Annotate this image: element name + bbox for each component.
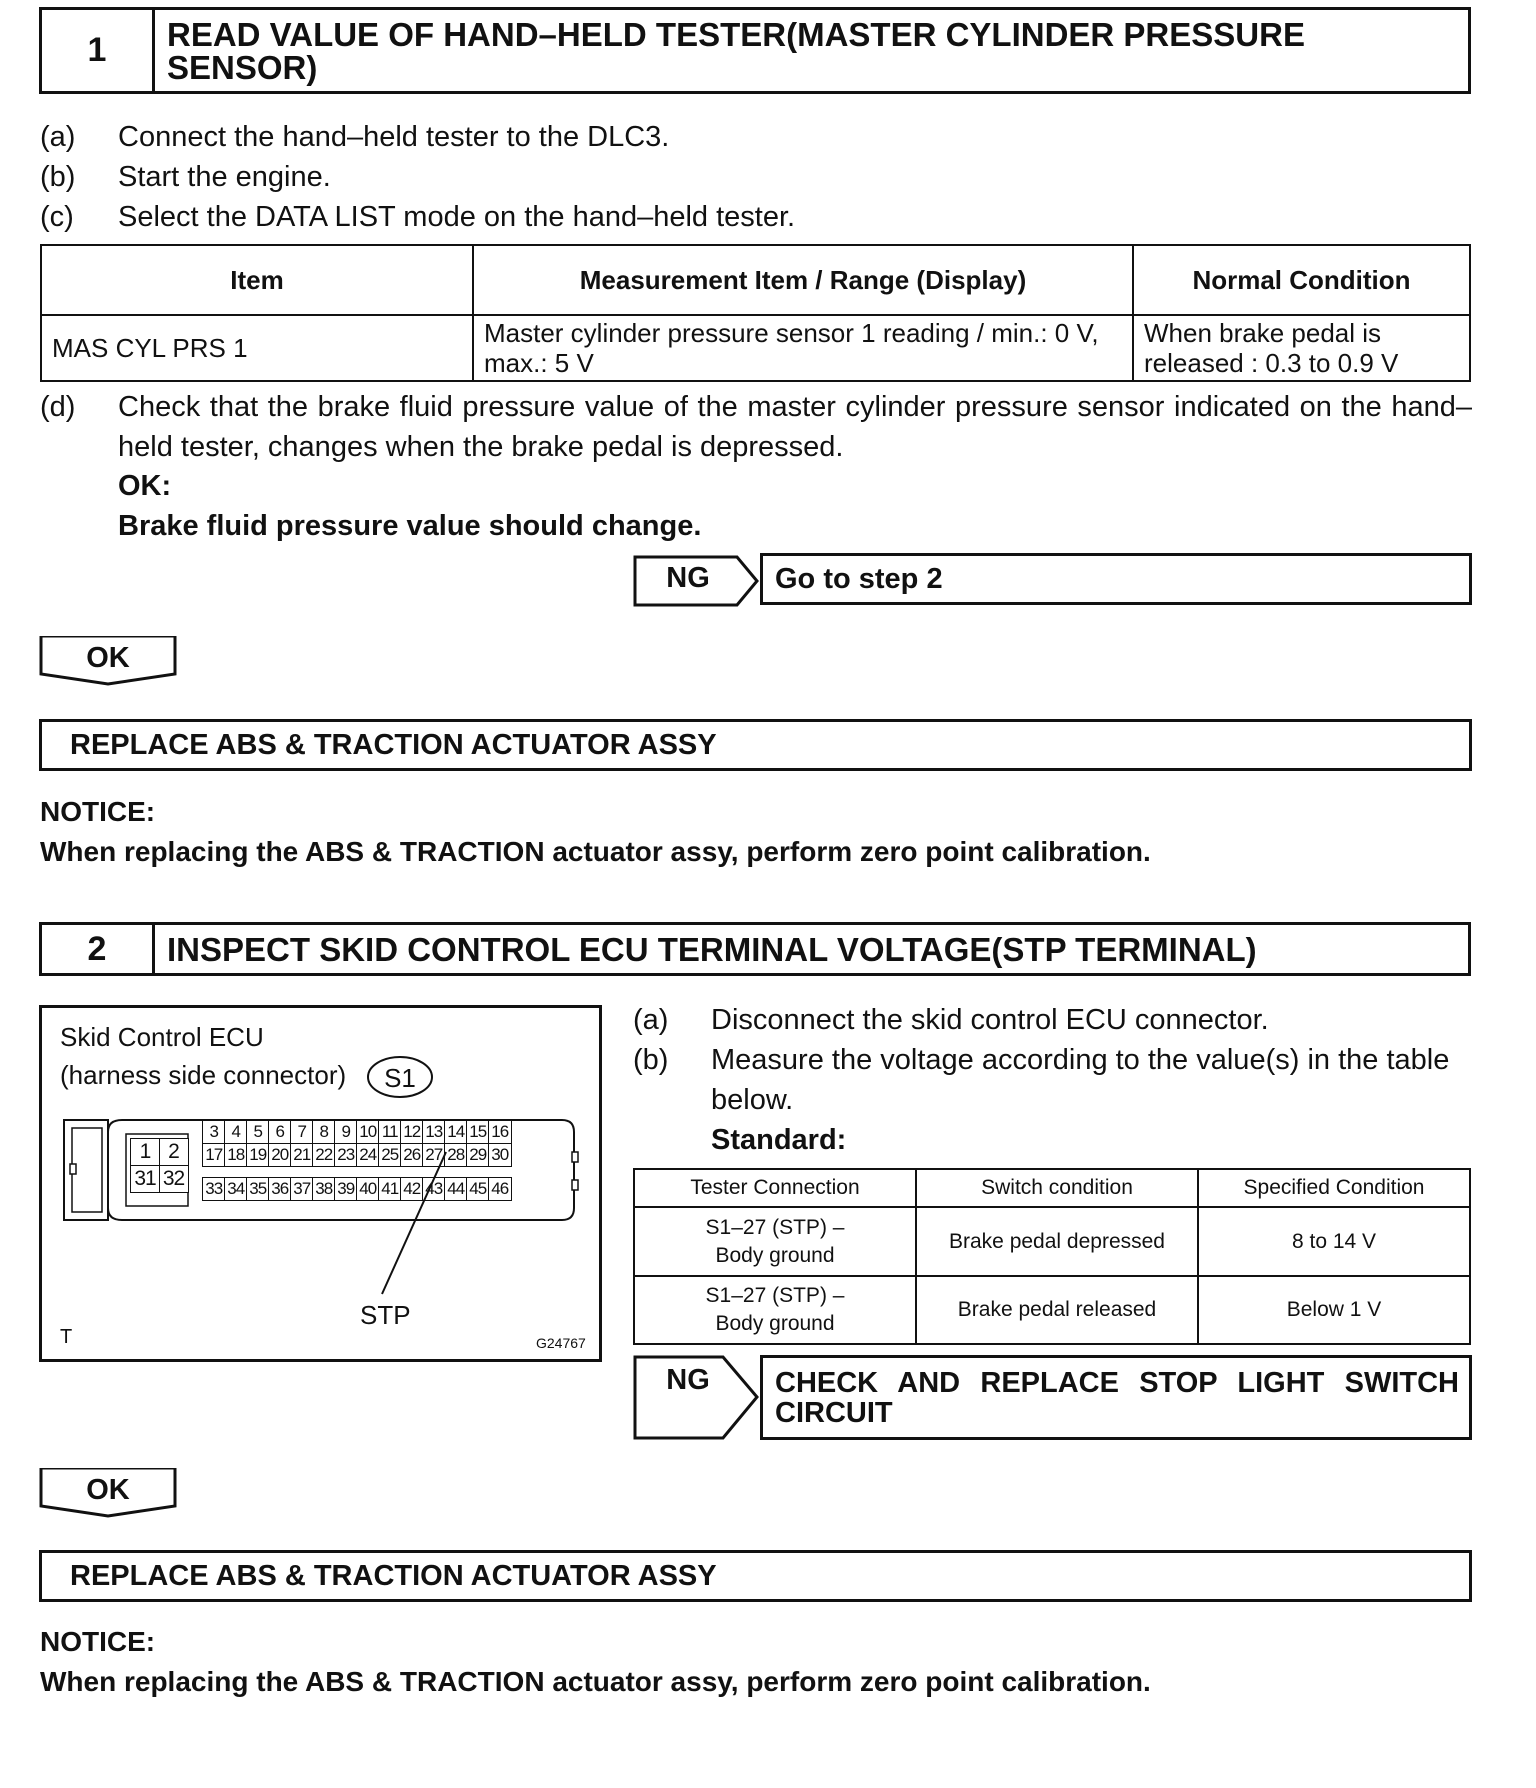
pin-cell: 12 [400, 1120, 424, 1144]
pin-cell: 22 [312, 1143, 336, 1167]
pin-cell: 21 [290, 1143, 314, 1167]
ng-label: NG [666, 562, 710, 594]
pin-cell: 33 [202, 1177, 226, 1201]
pin-row [130, 1165, 187, 1192]
step-2-instruction-b [633, 1040, 1473, 1120]
pin-cell: 14 [444, 1120, 468, 1144]
pin-cell: 42 [400, 1177, 424, 1201]
instruction-label: (b) [633, 1044, 669, 1076]
instruction-text: Start the engine. [118, 161, 331, 193]
pin-cell: 3 [202, 1120, 226, 1144]
instruction-label: (b) [40, 161, 76, 193]
pin-cell: 9 [334, 1120, 358, 1144]
connector-diagram [39, 1005, 602, 1362]
pin-cell: 32 [159, 1165, 189, 1193]
pin-cell: 13 [422, 1120, 446, 1144]
pin-cell: 20 [268, 1143, 292, 1167]
step-1-instruction-a [40, 117, 1472, 157]
notice-text: When replacing the ABS & TRACTION actuator assy, perform zero point calibration. [40, 1666, 1151, 1697]
ok-tab [39, 636, 177, 686]
instruction-label: (d) [40, 391, 76, 423]
step-1-instruction-d [40, 387, 1472, 467]
standard-label: Standard: [711, 1124, 847, 1156]
table-cell: S1–27 (STP) – Body ground [634, 1276, 916, 1344]
step-1-header [39, 7, 1471, 94]
action-replace-actuator: REPLACE ABS & TRACTION ACTUATOR ASSY [39, 719, 1472, 771]
pin-cell: 4 [224, 1120, 248, 1144]
pin-cell: 37 [290, 1177, 314, 1201]
table-header-tester: Tester Connection [634, 1169, 916, 1207]
pin-cell: 23 [334, 1143, 358, 1167]
pin-cell: 25 [378, 1143, 402, 1167]
pin-cell: 16 [488, 1120, 512, 1144]
pin-cell: 45 [466, 1177, 490, 1201]
pin-cell: 7 [290, 1120, 314, 1144]
table-row [634, 1276, 1470, 1344]
pin-cell: 6 [268, 1120, 292, 1144]
instruction-text: Check that the brake fluid pressure value of the master cylinder pressure sensor indicated on the hand–held tester, changes when the brake pedal is depressed. [118, 391, 1472, 463]
instruction-text: Connect the hand–held tester to the DLC3. [118, 121, 670, 153]
step-2-instruction-a [633, 1000, 1473, 1040]
pin-cell: 41 [378, 1177, 402, 1201]
notice-text: When replacing the ABS & TRACTION actuator assy, perform zero point calibration. [40, 836, 1151, 867]
ok-label: OK [86, 1474, 130, 1506]
pin-cell: 35 [246, 1177, 270, 1201]
pin-cell: 19 [246, 1143, 270, 1167]
table-cell: Brake pedal depressed [916, 1207, 1198, 1276]
voltage-table [633, 1168, 1471, 1345]
step-1-number: 1 [42, 10, 155, 91]
ng-go-to-step-2[interactable]: Go to step 2 [760, 553, 1472, 605]
diagram-title: Skid Control ECU [60, 1022, 264, 1052]
pin-cell: 10 [356, 1120, 380, 1144]
table-cell: Below 1 V [1198, 1276, 1470, 1344]
pin-cell: 28 [444, 1143, 468, 1167]
pin-cell: 38 [312, 1177, 336, 1201]
notice-heading: NOTICE: [40, 796, 156, 827]
step-1-instruction-c [40, 197, 1472, 237]
pin-cell: 5 [246, 1120, 270, 1144]
pin-cell: 11 [378, 1120, 402, 1144]
ok-criteria-heading: OK: [118, 470, 172, 502]
pin-cell: 27 [422, 1143, 446, 1167]
ok-label: OK [86, 642, 130, 674]
pin-cell: 15 [466, 1120, 490, 1144]
data-list-table [40, 244, 1471, 382]
pin-cell: 39 [334, 1177, 358, 1201]
ng-check-stop-light-switch[interactable]: CHECK AND REPLACE STOP LIGHT SWITCH CIRCUIT [760, 1355, 1472, 1440]
diagram-subtitle: (harness side connector) [60, 1060, 347, 1090]
pin-cell: 31 [130, 1165, 160, 1193]
table-row [634, 1207, 1470, 1276]
step-1-instruction-b [40, 157, 1472, 197]
step-2-header [39, 922, 1471, 976]
table-cell: S1–27 (STP) – Body ground [634, 1207, 916, 1276]
step-2-number: 2 [42, 925, 155, 973]
pin-cell: 18 [224, 1143, 248, 1167]
pin-cell: 34 [224, 1177, 248, 1201]
table-header-switch: Switch condition [916, 1169, 1198, 1207]
step-1-title: READ VALUE OF HAND–HELD TESTER(MASTER CYLINDER PRESSURE SENSOR) [167, 15, 1305, 86]
table-cell: 8 to 14 V [1198, 1207, 1470, 1276]
instruction-label: (a) [633, 1004, 669, 1036]
table-header-specified: Specified Condition [1198, 1169, 1470, 1207]
instruction-label: (a) [40, 121, 76, 153]
table-header-normal: Normal Condition [1133, 245, 1470, 315]
instruction-label: (c) [40, 201, 74, 233]
table-cell: Brake pedal released [916, 1276, 1198, 1344]
pin-cell: 43 [422, 1177, 446, 1201]
corner-mark: T [60, 1326, 73, 1348]
table-header-measurement: Measurement Item / Range (Display) [473, 245, 1133, 315]
pin-cell: 44 [444, 1177, 468, 1201]
step-2-title: INSPECT SKID CONTROL ECU TERMINAL VOLTAGE(STP TERMINAL) [167, 930, 1257, 968]
pin-cell: 24 [356, 1143, 380, 1167]
pin-cell: 29 [466, 1143, 490, 1167]
ok-tab [39, 1468, 177, 1518]
instruction-text: Select the DATA LIST mode on the hand–held tester. [118, 201, 796, 233]
table-header-item: Item [41, 245, 473, 315]
pin-block-left [130, 1138, 187, 1191]
notice-heading: NOTICE: [40, 1626, 156, 1657]
stp-callout-label: STP [360, 1300, 411, 1330]
ok-criteria-text: Brake fluid pressure value should change. [118, 510, 702, 542]
pin-cell: 1 [130, 1138, 160, 1166]
connector-id-label: S1 [384, 1063, 416, 1093]
pin-cell: 40 [356, 1177, 380, 1201]
pin-cell: 30 [488, 1143, 512, 1167]
figure-id: G24767 [536, 1335, 586, 1351]
table-cell: MAS CYL PRS 1 [41, 315, 473, 381]
instruction-text: Measure the voltage according to the value(s) in the table below. [711, 1044, 1450, 1116]
pin-cell: 26 [400, 1143, 424, 1167]
pin-cell: 17 [202, 1143, 226, 1167]
table-row [41, 315, 1470, 381]
table-cell: Master cylinder pressure sensor 1 reading / min.: 0 V, max.: 5 V [473, 315, 1133, 381]
pin-cell: 2 [159, 1138, 189, 1166]
pin-cell: 36 [268, 1177, 292, 1201]
ng-label: NG [666, 1364, 710, 1396]
pin-row [130, 1138, 187, 1165]
pin-row [202, 1120, 510, 1143]
pin-cell: 8 [312, 1120, 336, 1144]
pin-cell: 46 [488, 1177, 512, 1201]
table-cell: When brake pedal is released : 0.3 to 0.9 V [1133, 315, 1470, 381]
action-replace-actuator: REPLACE ABS & TRACTION ACTUATOR ASSY [39, 1550, 1472, 1602]
instruction-text: Disconnect the skid control ECU connector. [711, 1004, 1269, 1036]
